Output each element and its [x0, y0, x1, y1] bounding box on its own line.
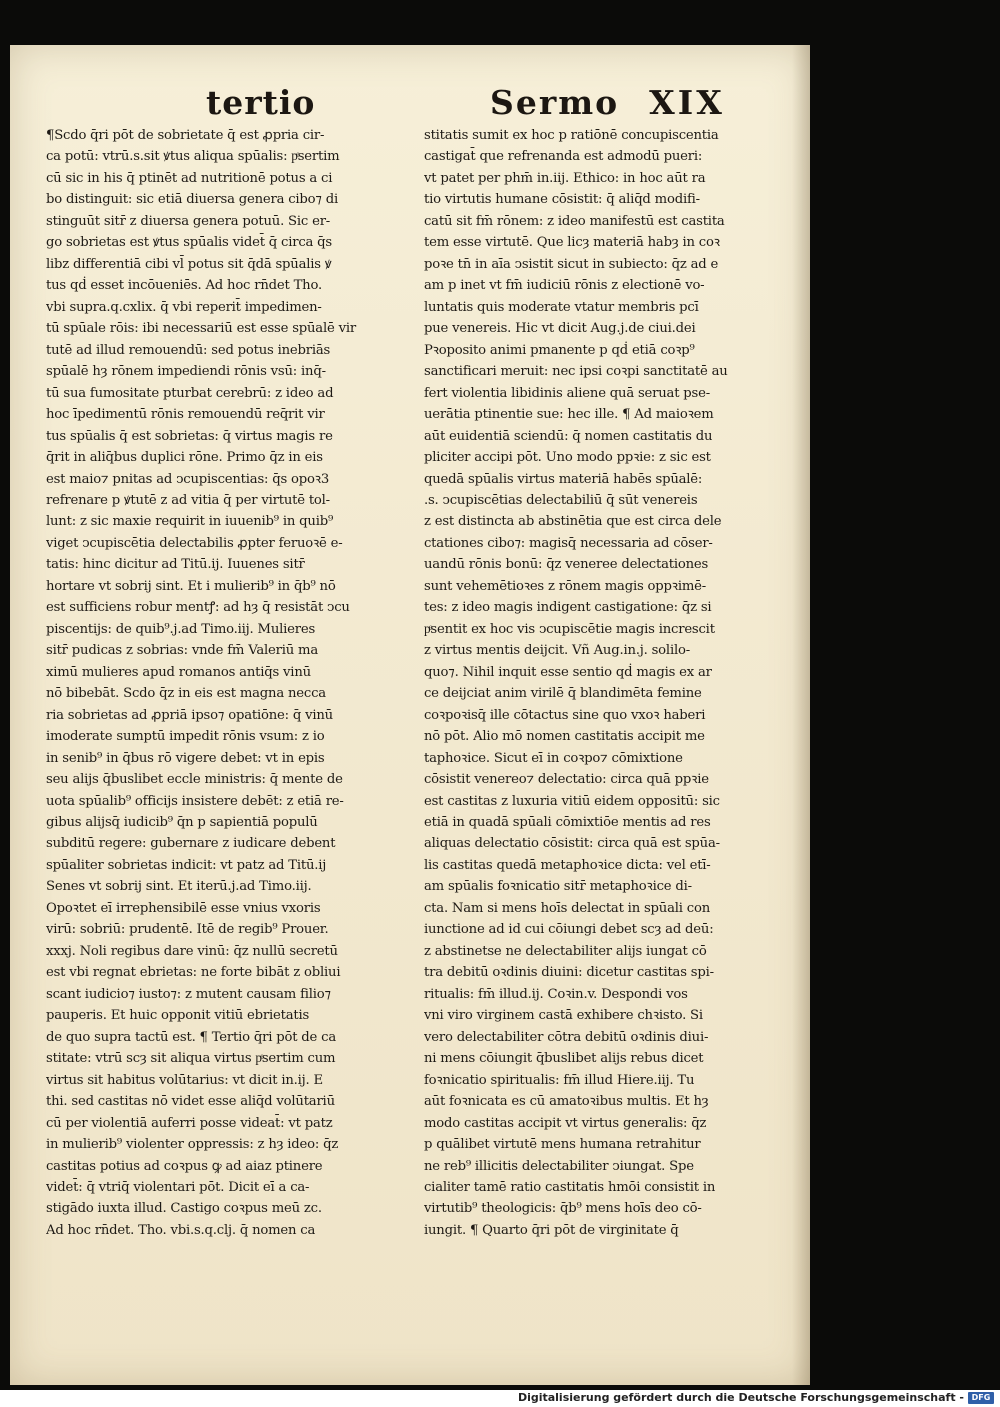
- sermon-number: XIX: [649, 83, 725, 122]
- text-line: in senib⁹ in q̄bus rō vigere debet: vt in epis: [46, 750, 325, 766]
- text-line: iunctione ad id cui cōiungi debet scȝ ad deū:: [424, 922, 714, 938]
- text-line: vero delectabiliter cōtra debitū oꝛdinis diui-: [424, 1029, 709, 1045]
- text-line: virtus sit habitus volūtarius: vt dicit in.ij. E: [46, 1072, 323, 1088]
- text-line: hortare vt sobrij sint. Et i mulierib⁹ in q̄b⁹ nō: [46, 578, 336, 594]
- text-line: libz differentiā cibi vl̄ potus sit q̄dā spūalis ꝟ: [46, 256, 332, 272]
- text-line: ctationes cibo⁊: magisq̄ necessaria ad cōser-: [424, 535, 713, 551]
- text-line: ni mens cōiungit q̄buslibet alijs rebus dicet: [424, 1051, 704, 1067]
- text-line: pauperis. Et huic opponit vitiū ebrietatis: [46, 1008, 310, 1024]
- text-line: uandū rōnis bonū: q̄z veneree delectationes: [424, 557, 709, 573]
- text-line: cū per violentiā auferri posse videat̄: vt patz: [46, 1115, 333, 1131]
- text-line: in mulierib⁹ violenter oppressis: z hȝ ideo: q̄z: [46, 1137, 339, 1153]
- text-line: catū sit fm̄ rōnem: z ideo manifestū est castita: [424, 213, 725, 229]
- text-line: est castitas z luxuria vitiū eidem oppositū: sic: [424, 793, 720, 809]
- text-line: subditū regere: gubernare z iudicare debent: [46, 836, 336, 852]
- text-line: modo castitas accipit vt virtus generalis: q̄z: [424, 1115, 707, 1131]
- text-line: aliquas delectatio cōsistit: circa quā est spūa-: [424, 836, 720, 852]
- text-line: ¶Scdo q̄ri pōt de sobrietate q̄ est ꝓpria cir-: [46, 128, 325, 143]
- text-line: ce deijciat anim virilē q̄ blandimēta femine: [424, 686, 702, 702]
- text-line: tes: z ideo magis indigent castigatione: q̄z si: [424, 600, 712, 616]
- text-line: virū: sobriū: prudentē. Itē de regib⁹ Prouer.: [46, 922, 329, 938]
- text-line: Ad hoc rn̄det. Tho. vbi.s.q.clj. q̄ nomen ca: [46, 1222, 316, 1238]
- text-line: cta. Nam si mens hoīs delectat in spūali con: [424, 900, 710, 916]
- text-line: Pꝛoposito animi pmanente p qḋ etiā coꝛp⁹: [424, 342, 695, 358]
- text-line: go sobrietas est ꝟtus spūalis videt̄ q̄ circa q̄s: [46, 235, 332, 251]
- text-line: stigādo iuxta illud. Castigo coꝛpus meū zc.: [46, 1201, 322, 1217]
- text-line: est maio⁊ pnitas ad ↄcupiscentias: q̄s opoꝛ3: [46, 471, 330, 487]
- text-line: ximū mulieres apud romanos antiq̄s vinū: [46, 664, 311, 680]
- text-line: de quo supra tactū est. ¶ Tertio q̄ri pōt de ca: [46, 1029, 336, 1045]
- text-line: cialiter tamē ratio castitatis hmōi consistit in: [424, 1179, 716, 1195]
- text-line: tutē ad illud remouendū: sed potus inebriās: [46, 342, 331, 358]
- text-line: Senes vt sobrij sint. Et iterū.j.ad Timo.iij.: [46, 879, 312, 895]
- text-line: q̄rit in aliq̄bus duplici rōne. Primo q̄z in eis: [46, 450, 323, 466]
- text-line: stitate: vtrū scȝ sit aliqua virtus pͤsertim cum: [46, 1051, 336, 1067]
- text-line: vbi supra.q.cxlix. q̄ vbi reperit̄ impedimen-: [46, 299, 322, 315]
- text-line: viget ↄcupiscētia delectabilis ꝓpter feruoꝛē e-: [46, 535, 343, 551]
- text-line: etiā in quadā spūali cōmixtiōe mentis ad res: [424, 815, 711, 830]
- text-line: quo⁊. Nihil inquit esse sentio qḋ magis ex ar: [424, 664, 712, 680]
- text-line: sunt vehemētioꝛes z rōnem magis oppꝛimē-: [424, 578, 706, 594]
- text-line: tatis: hinc dicitur ad Titū.ij. Iuuenes sitr̄: [46, 557, 305, 573]
- text-line: castitas potius ad coꝛpus ꝙ ad aiaz ptinere: [46, 1158, 323, 1174]
- text-line: ne reb⁹ illicitis delectabiliter ↄiungat. Spe: [424, 1158, 694, 1174]
- text-line: aūt foꝛnicata es cū amatoꝛibus multis. Et hȝ: [424, 1094, 709, 1110]
- text-line: aūt euidentiā sciendū: q̄ nomen castitatis du: [424, 428, 713, 444]
- text-line: pliciter accipi pōt. Uno modo ppꝛie: z sic est: [424, 450, 711, 466]
- text-line: hoc īpedimentū rōnis remouendū req̄rit vir: [46, 407, 325, 423]
- text-line: est sufficiens robur mentꝭ: ad hȝ q̄ resistāt ↄcu: [46, 600, 350, 616]
- text-line: luntatis quis moderate vtatur membris pcī: [424, 299, 699, 315]
- text-line: lis castitas quedā metaphoꝛice dicta: vel etī-: [424, 857, 711, 873]
- text-line: cū sic in his q̄ ptinēt ad nutritionē potus a ci: [46, 170, 333, 186]
- text-line: spūalē hȝ rōnem impediendi rōnis vsū: inq̄-: [46, 364, 326, 380]
- text-line: poꝛe tn̄ in aīa ↄsistit sicut in subiecto: q̄z ad e: [424, 256, 719, 272]
- text-line: uerātia ptinentie sue: hec ille. ¶ Ad maioꝛem: [424, 407, 714, 423]
- text-line: spūaliter sobrietas indicit: vt patz ad Titū.ij: [46, 857, 327, 873]
- running-head-title: Sermo: [490, 83, 620, 122]
- text-line: est vbi regnat ebrietas: ne forte bibāt z obliui: [46, 965, 341, 981]
- book-page: [10, 45, 810, 1385]
- text-line: gibus alijsq̄ iudicib⁹ q̄n p sapientiā populū: [46, 815, 318, 830]
- footer-credit: Digitalisierung gefördert durch die Deutsche Forschungsgemeinschaft -: [517, 1391, 964, 1404]
- text-line: p quālibet virtutē mens humana retrahitur: [424, 1137, 701, 1153]
- text-line: refrenare p ꝟtutē z ad vitia q̄ per virtutē tol-: [46, 492, 330, 508]
- running-head-right: [490, 83, 725, 122]
- text-line: lunt: z sic maxie requirit in iuuenib⁹ in quib⁹: [46, 514, 334, 530]
- text-line: tio virtutis humane cōsistit: q̄ aliq̄d modifi-: [424, 192, 700, 208]
- text-line: tus spūalis q̄ est sobrietas: q̄ virtus magis re: [46, 428, 333, 444]
- text-line: virtutib⁹ theologicis: q̄b⁹ mens hoīs deo cō-: [424, 1201, 702, 1217]
- text-line: ria sobrietas ad ꝓpriā ipso⁊ opatiōne: q̄ vinū: [46, 707, 333, 723]
- text-line: ritualis: fm̄ illud.ij. Coꝛin.v. Despondi vos: [424, 986, 688, 1002]
- text-line: quedā spūalis virtus materiā habēs spūalē:: [424, 471, 703, 487]
- text-line: sitr̄ pudicas z sobrias: vnde fm̄ Valeriū ma: [46, 643, 318, 659]
- text-line: tus qḋ esset incōueniēs. Ad hoc rn̄det Tho.: [46, 278, 322, 294]
- text-line: stinguūt sitr̄ z diuersa genera potuū. Sic er-: [46, 213, 331, 229]
- text-line: pue venereis. Hic vt dicit Aug.j.de ciui.dei: [424, 321, 696, 337]
- text-line: bo distinguit: sic etiā diuersa genera cibo⁊ di: [46, 192, 339, 208]
- text-line: seu alijs q̄buslibet eccle ministris: q̄ mente de: [46, 772, 343, 788]
- text-line: tem esse virtutē. Que licȝ materiā habȝ in coꝛ: [424, 235, 720, 251]
- text-line: videt̄: q̄ vtriq̄ violentari pōt. Dicit eī a ca-: [46, 1179, 310, 1195]
- text-column-right: [424, 125, 786, 1241]
- text-line: taphoꝛice. Sicut eī in coꝛpo⁊ cōmixtione: [424, 750, 683, 766]
- text-line: xxxj. Noli regibus dare vinū: q̄z nullū secretū: [46, 943, 338, 959]
- text-line: scant iudicio⁊ iusto⁊: z mutent causam filio⁊: [46, 986, 331, 1002]
- text-line: z virtus mentis deijcit. Vñ Aug.in.j. solilo-: [424, 643, 690, 659]
- text-line: sanctificari meruit: nec ipsi coꝛpi sanctitatē au: [424, 364, 728, 380]
- text-line: tra debitū oꝛdinis diuini: dicetur castitas spi-: [424, 965, 714, 981]
- text-line: imoderate sumptū impedit rōnis vsum: z io: [46, 729, 325, 745]
- text-line: nō bibebāt. Scdo q̄z in eis est magna necca: [46, 686, 326, 702]
- text-line: piscentijs: de quib⁹.j.ad Timo.iij. Mulieres: [46, 621, 316, 637]
- text-line: am p inet vt fm̄ iudiciū rōnis z electionē vo-: [424, 278, 705, 294]
- text-line: pͤsentit ex hoc vis ↄcupiscētie magis increscit: [424, 621, 715, 637]
- running-head-left: tertio: [206, 83, 316, 122]
- text-line: ca potū: vtrū.s.sit ꝟtus aliqua spūalis: pͤsertim: [46, 149, 340, 165]
- text-line: stitatis sumit ex hoc p ratiōnē concupiscentia: [424, 128, 719, 143]
- text-line: z abstinetse ne delectabiliter alijs iungat cō: [424, 943, 707, 959]
- text-line: Opoꝛtet eī irrephensibilē esse vnius vxoris: [46, 900, 321, 916]
- dfg-logo: DFG: [968, 1392, 994, 1404]
- text-line: z est distincta ab abstinētia que est circa dele: [424, 514, 722, 530]
- text-line: tū sua fumositate pturbat cerebrū: z ideo ad: [46, 385, 334, 401]
- text-line: tū spūale rōis: ibi necessariū est esse spūalē vir: [46, 321, 356, 337]
- text-line: foꝛnicatio spiritualis: fm̄ illud Hiere.iij. Tu: [424, 1072, 695, 1088]
- text-line: am spūalis foꝛnicatio sitr̄ metaphoꝛice di-: [424, 879, 692, 895]
- text-line: coꝛpoꝛisq̄ ille cōtactus sine quo vxoꝛ haberi: [424, 707, 706, 723]
- text-line: cōsistit venereo⁊ delectatio: circa quā ppꝛie: [424, 772, 709, 788]
- text-line: .s. ↄcupiscētias delectabiliū q̄ sūt venereis: [424, 492, 698, 508]
- text-line: vt patet per phm̄ in.iij. Ethico: in hoc aūt ra: [424, 170, 706, 186]
- text-line: uota spūalib⁹ officijs insistere debēt: z etiā re-: [46, 793, 344, 809]
- footer-bar: [0, 1390, 1000, 1407]
- text-line: nō pōt. Alio mō nomen castitatis accipit me: [424, 729, 705, 745]
- text-line: thi. sed castitas nō videt esse aliq̄d volūtariū: [46, 1094, 335, 1110]
- text-line: castigat̄ que refrenanda est admodū pueri:: [424, 149, 703, 165]
- text-line: iungit. ¶ Quarto q̄ri pōt de virginitate q̄̄: [424, 1222, 679, 1238]
- text-line: fert violentia libidinis aliene quā seruat pse-: [424, 385, 710, 401]
- text-column-left: [46, 125, 408, 1241]
- text-line: vni viro virginem castā exhibere chꝛisto. Si: [424, 1008, 703, 1024]
